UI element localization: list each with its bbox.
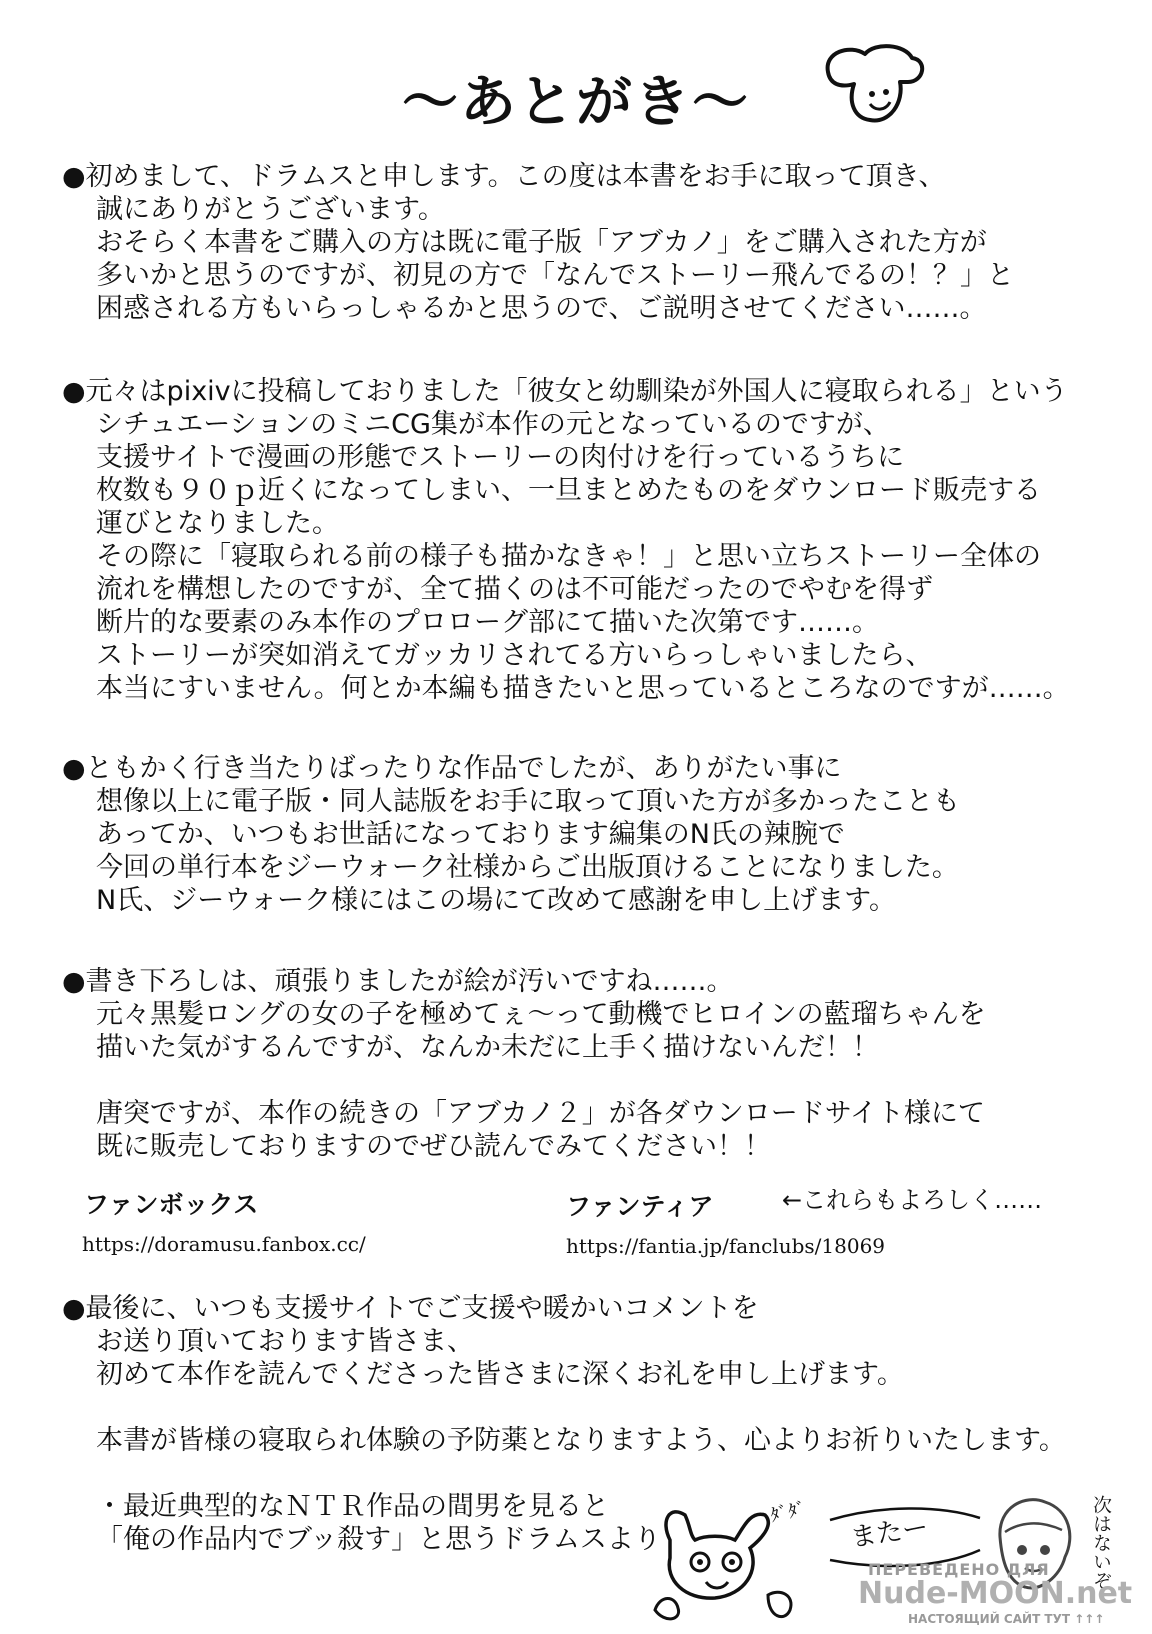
text-line: 本当にすいません。何とか本編も描きたいと思っているところなのですが……。	[96, 673, 1070, 704]
paragraph-thanks	[62, 752, 1122, 917]
fanbox-link[interactable]: https://doramusu.fanbox.cc/	[82, 1232, 366, 1256]
text-line: 断片的な要素のみ本作のプロローグ部にて描いた次第です……。	[96, 607, 879, 638]
text-line: おそらく本書をご購入の方は既に電子版「アブカノ」をご購入された方が	[96, 227, 987, 258]
text-line: シチュエーションのミニCG集が本作の元となっているのですが、	[96, 409, 890, 440]
text-line: 多いかと思うのですが、初見の方で「なんでストーリー飛んでるの！？」と	[96, 260, 1014, 291]
text-line: あってか、いつもお世話になっております編集のN氏の辣腕で	[96, 819, 845, 850]
page-title: 〜あとがき〜	[402, 70, 750, 135]
text-line: その際に「寝取られる前の様子も描かなきゃ！」と思い立ちストーリー全体の	[96, 541, 1041, 572]
text-line: 描いた気がするんですが、なんか未だに上手く描けないんだ！！	[96, 1032, 879, 1063]
text-line: ●元々はpixivに投稿しておりました「彼女と幼馴染が外国人に寝取られる」という	[62, 376, 1068, 407]
text-line: 困惑される方もいらっしゃるかと思うので、ご説明させてください……。	[96, 293, 987, 324]
text-line: 支援サイトで漫画の形態でストーリーの肉付けを行っているうちに	[96, 442, 905, 473]
fanbox-label: ファンボックス	[84, 1190, 259, 1219]
text-line: ●最後に、いつも支援サイトでご支援や暖かいコメントを	[62, 1293, 759, 1324]
mushroom-doodle-icon	[820, 42, 930, 132]
text-line: ●書き下ろしは、頑張りましたが絵が汚いですね……。	[62, 966, 734, 997]
watermark-line-1: ПЕРЕВЕДЕНО ДЛЯ	[868, 1560, 1050, 1579]
text-line: 運びとなりました。	[96, 508, 339, 539]
text-line: 今回の単行本をジーウォーク社様からご出版頂けることになりました。	[96, 852, 959, 883]
text-line: 流れを構想したのですが、全て描くのは不可能だったのでやむを得ず	[96, 574, 933, 605]
text-line: 「俺の作品内でブッ殺す」と思うドラムスより	[96, 1524, 661, 1555]
text-line: 枚数も９０ｐ近くになってしまい、一旦まとめたものをダウンロード販売する	[96, 475, 1041, 506]
text-line: N氏、ジーウォーク様にはこの場にて改めて感謝を申し上げます。	[96, 885, 896, 916]
links-note: ←これらもよろしく……	[782, 1186, 1043, 1214]
text-line: 元々黒髪ロングの女の子を極めてぇ〜って動機でヒロインの藍瑠ちゃんを	[96, 999, 986, 1030]
paragraph-new-art	[62, 965, 1122, 1163]
text-line: ・最近典型的なＮＴＲ作品の間男を見ると	[96, 1491, 609, 1522]
mata-text: またー	[848, 1512, 931, 1554]
text-line: 既に販売しておりますのでぜひ読んでみてください！！	[96, 1131, 771, 1162]
paragraph-origin	[62, 375, 1122, 705]
text-line: 唐突ですが、本作の続きの「アブカノ２」が各ダウンロードサイト様にて	[96, 1098, 985, 1129]
text-line: ●初めまして、ドラムスと申します。この度は本書をお手に取って頂き、	[62, 161, 946, 192]
watermark-logo: Nude-MOON.net	[858, 1576, 1133, 1611]
text-line: 想像以上に電子版・同人誌版をお手に取って頂いた方が多かったことも	[96, 786, 960, 817]
text-line	[62, 1457, 1122, 1490]
vertical-text: 次はないぞ	[1090, 1495, 1112, 1590]
text-line: 本書が皆様の寝取られ体験の予防薬となりますよう、心よりお祈りいたします。	[96, 1425, 1066, 1456]
fantia-link[interactable]: https://fantia.jp/fanclubs/18069	[566, 1234, 886, 1258]
text-line: 初めて本作を読んでくださった皆さまに深くお礼を申し上げます。	[96, 1359, 904, 1390]
sfx-text: ﾀﾞﾀﾞ	[768, 1498, 809, 1527]
paragraph-intro	[62, 160, 1122, 325]
text-line: ●ともかく行き当たりばったりな作品でしたが、ありがたい事に	[62, 753, 842, 784]
text-line: 誠にありがとうございます。	[96, 194, 445, 225]
text-line: お送り頂いております皆さま、	[96, 1326, 474, 1357]
text-line	[62, 1064, 1122, 1097]
watermark-line-3: НАСТОЯЩИЙ САЙТ ТУТ ↑↑↑	[908, 1612, 1105, 1626]
fantia-label: ファンティア	[566, 1192, 714, 1221]
text-line: ストーリーが突如消えてガッカリされてる方いらっしゃいましたら、	[96, 640, 933, 671]
text-line	[62, 1391, 1122, 1424]
